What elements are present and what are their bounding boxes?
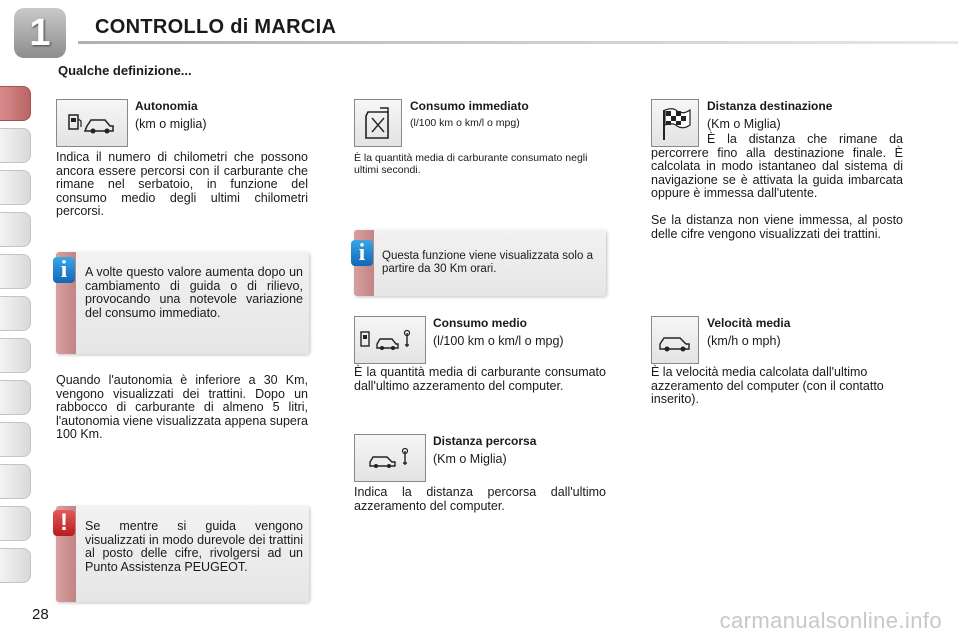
car-reset-icon <box>354 434 426 482</box>
autonomy-low-text: Quando l'autonomia è inferiore a 30 Km, vengono visualizzati dei trattini. Dopo un rabbocco di carburante di almeno 5 litri, l'autonomia viene visualizzata appena supera 100 Km. <box>56 373 308 442</box>
average-consumption-unit: (l/100 km o km/l o mpg) <box>433 334 564 348</box>
section-title: Qualche definizione... <box>58 63 192 78</box>
destination-distance-description-1: È la distanza che rimane da percorrere fino alla destinazione finale. È calcolata in modo istantaneo dal sistema di navigazione se è attivata la guida imbarcata oppure è immessa dall'utente. <box>651 132 903 201</box>
chapter-tab[interactable] <box>0 212 31 247</box>
average-speed-unit: (km/h o mph) <box>707 334 781 348</box>
chapter-tab[interactable] <box>0 338 31 373</box>
info-note-autonomy <box>56 252 309 354</box>
chapter-tab-active[interactable] <box>0 86 31 121</box>
chapter-tab[interactable] <box>0 548 31 583</box>
autonomy-description: Indica il numero di chilometri che possono ancora essere percorsi con il carburante che rimane nel serbatoio, in funzione del consumo medio degli ultimi chilometri percorsi. <box>56 150 308 219</box>
chapter-tab[interactable] <box>0 422 31 457</box>
destination-distance-unit: (Km o Miglia) <box>707 117 781 131</box>
title-rule <box>78 41 958 44</box>
distance-travelled-unit: (Km o Miglia) <box>433 452 507 466</box>
info-icon: i <box>351 240 373 266</box>
fuel-pump-car-icon <box>56 99 128 147</box>
distance-travelled-heading: Distanza percorsa <box>433 434 537 448</box>
fuel-can-icon <box>354 99 402 147</box>
average-consumption-heading: Consumo medio <box>433 316 528 330</box>
info-icon: i <box>53 257 75 283</box>
autonomy-heading: Autonomia <box>135 99 198 113</box>
chapter-tab[interactable] <box>0 254 31 289</box>
car-icon <box>651 316 699 364</box>
watermark: carmanualsonline.info <box>719 608 942 633</box>
chapter-number-badge: 1 <box>14 8 66 58</box>
autonomy-unit: (km o miglia) <box>135 117 207 131</box>
info-note-text: A volte questo valore aumenta dopo un cambiamento di guida o di rilievo, provocando una notevole variazione del consumo immediato. <box>85 265 303 320</box>
chapter-tab[interactable] <box>0 170 31 205</box>
instant-consumption-description: È la quantità media di carburante consumato negli ultimi secondi. <box>354 152 588 176</box>
chapter-tab[interactable] <box>0 380 31 415</box>
average-speed-heading: Velocità media <box>707 316 791 330</box>
page-header <box>0 0 960 62</box>
warning-note-text: Se mentre si guida vengono visualizzati in modo durevole dei trattini al posto delle cifre, rivolgersi ad un Punto Assistenza PEUGEOT. <box>85 519 303 574</box>
page-number: 28 <box>32 606 49 623</box>
chapter-tab[interactable] <box>0 464 31 499</box>
chapter-tab[interactable] <box>0 506 31 541</box>
average-speed-description: È la velocità media calcolata dall'ultimo azzeramento del computer (con il contatto inserito). <box>651 365 884 407</box>
chapter-tab[interactable] <box>0 128 31 163</box>
info-note-speed <box>354 230 606 296</box>
info-note-text: Questa funzione viene visualizzata solo a partire da 30 Km orari. <box>382 250 593 275</box>
instant-consumption-heading: Consumo immediato <box>410 99 529 113</box>
chapter-tab[interactable] <box>0 296 31 331</box>
fuel-pump-car-reset-icon <box>354 316 426 364</box>
destination-distance-heading: Distanza destinazione <box>707 99 833 113</box>
distance-travelled-description: Indica la distanza percorsa dall'ultimo azzeramento del computer. <box>354 485 606 513</box>
warning-icon: ! <box>53 510 75 536</box>
instant-consumption-unit: (l/100 km o km/l o mpg) <box>410 117 520 129</box>
warning-note <box>56 506 309 602</box>
destination-distance-description-2: Se la distanza non viene immessa, al posto delle cifre vengono visualizzati dei trattini. <box>651 213 903 241</box>
average-consumption-description: È la quantità media di carburante consumato dall'ultimo azzeramento del computer. <box>354 365 606 393</box>
page-title: CONTROLLO di MARCIA <box>95 16 337 38</box>
chapter-tabs <box>0 62 34 582</box>
